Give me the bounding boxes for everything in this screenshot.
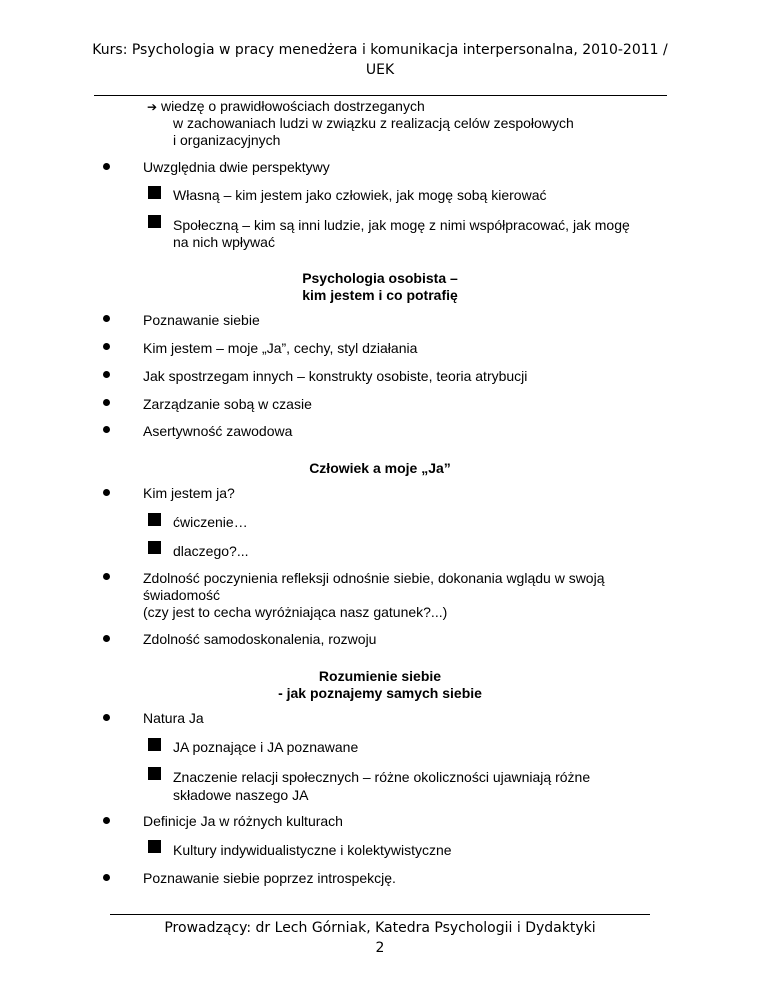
list-item: Zdolność samodoskonalenia, rozwoju	[143, 631, 377, 647]
sub-list-item: dlaczego?...	[173, 543, 249, 559]
square-bullet-icon	[148, 541, 161, 554]
intro-line-2: w zachowaniach ludzi w związku z realizacją celów zespołowych	[173, 115, 574, 131]
square-bullet-icon	[148, 840, 161, 853]
section-heading: Człowiek a moje „Ja”	[309, 460, 451, 476]
list-item: Kim jestem ja?	[143, 485, 235, 501]
bullet-icon	[103, 315, 110, 322]
bullet-icon	[103, 399, 110, 406]
header-divider	[94, 95, 667, 96]
intro-line-1: ➔ wiedzę o prawidłowościach dostrzeganych	[147, 98, 425, 114]
list-item-continued: świadomość	[143, 587, 221, 603]
bullet-icon	[103, 635, 110, 642]
list-item: Zdolność poczynienia refleksji odnośnie siebie, dokonania wglądu w swoją	[143, 570, 605, 586]
arrow-right-icon: ➔	[147, 100, 158, 114]
sub-list-item: Własną – kim jestem jako człowiek, jak mogę sobą kierować	[173, 187, 547, 203]
sub-list-item: ćwiczenie…	[173, 514, 248, 530]
square-bullet-icon	[148, 738, 161, 751]
square-bullet-icon	[148, 513, 161, 526]
sub-list-item: Społeczną – kim są inni ludzie, jak mogę z nimi współpracować, jak mogę	[173, 217, 630, 233]
bullet-icon	[103, 371, 110, 378]
bullet-icon	[103, 426, 110, 433]
square-bullet-icon	[148, 186, 161, 199]
sub-list-item: Znaczenie relacji społecznych – różne okoliczności ujawniają różne	[173, 769, 591, 785]
list-item: Natura Ja	[143, 710, 204, 726]
intro-line-3: i organizacyjnych	[173, 132, 281, 148]
list-item: Zarządzanie sobą w czasie	[143, 396, 312, 412]
list-item: Poznawanie siebie	[143, 312, 260, 328]
bullet-icon	[103, 817, 110, 824]
page-header	[90, 40, 670, 80]
list-item: Uwzględnia dwie perspektywy	[143, 159, 330, 175]
header-institution: UEK	[365, 62, 395, 78]
bullet-icon	[103, 343, 110, 350]
bullet-icon	[103, 874, 110, 881]
list-item-continued: (czy jest to cecha wyróżniająca nasz gatunek?...)	[143, 604, 448, 620]
list-item: Poznawanie siebie poprzez introspekcję.	[143, 870, 396, 886]
sub-list-item: JA poznające i JA poznawane	[173, 739, 359, 755]
square-bullet-icon	[148, 215, 161, 228]
section-heading: Psychologia osobista – kim jestem i co potrafię	[302, 270, 458, 303]
list-item: Asertywność zawodowa	[143, 423, 293, 439]
header-course-title: Kurs: Psychologia w pracy menedżera i komunikacja interpersonalna, 2010-2011 /	[92, 42, 668, 58]
list-item: Kim jestem – moje „Ja”, cechy, styl działania	[143, 340, 418, 356]
footer-divider	[110, 914, 650, 915]
square-bullet-icon	[148, 767, 161, 780]
bullet-icon	[103, 489, 110, 496]
list-item: Jak spostrzegam innych – konstrukty osobiste, teoria atrybucji	[143, 368, 528, 384]
footer-instructor: Prowadzący: dr Lech Górniak, Katedra Psychologii i Dydaktyki	[164, 920, 596, 936]
sub-list-item: Kultury indywidualistyczne i kolektywistyczne	[173, 842, 452, 858]
bullet-icon	[103, 573, 110, 580]
list-item: Definicje Ja w różnych kulturach	[143, 813, 343, 829]
section-heading: Rozumienie siebie - jak poznajemy samych siebie	[278, 668, 482, 701]
page-number: 2	[375, 940, 385, 956]
sub-list-item-continued: na nich wpływać	[173, 234, 275, 250]
sub-list-item-continued: składowe naszego JA	[173, 787, 309, 803]
page-footer	[110, 918, 650, 958]
bullet-icon	[103, 163, 110, 170]
bullet-icon	[103, 714, 110, 721]
